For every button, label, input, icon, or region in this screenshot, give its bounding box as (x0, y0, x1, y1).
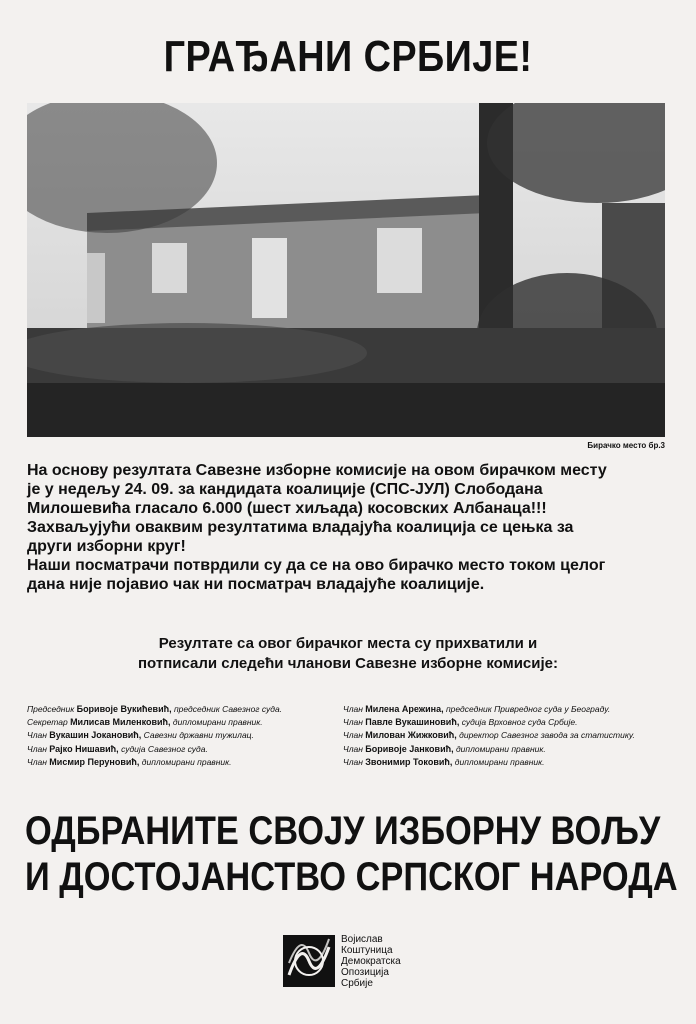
slogan-line: И ДОСТОЈАНСТВО СРПСКОГ НАРОДА (25, 855, 678, 899)
logo-line: Опозиција (341, 967, 389, 978)
body-line: Милошевића гласало 6.000 (шест хиљада) косовских Албанаца!!! (27, 500, 547, 517)
dos-logo-icon (283, 935, 335, 987)
member-entry: Члан Вукашин Јокановић, Савезни државни тужилац. (27, 730, 254, 741)
polling-station-photo (27, 103, 665, 437)
logo-line: Србије (341, 978, 373, 989)
body-line: други изборни круг! (27, 538, 186, 555)
photo-caption: Бирачко место бр.3 (587, 441, 665, 450)
member-entry: Члан Милена Арежина, председник Привредног суда у Београду. (343, 704, 611, 714)
closing-slogan (25, 808, 678, 900)
body-line: Наши посматрачи потврдили су да се на ово бирачко место током целог (27, 557, 606, 574)
slogan-line: ОДБРАНИТЕ СВОЈУ ИЗБОРНУ ВОЉУ (25, 809, 661, 853)
members-list-right (343, 703, 635, 769)
logo-line: Војислав (341, 934, 383, 945)
member-entry: Члан Звонимир Токовић, дипломирани правник. (343, 756, 545, 767)
member-entry: Председник Боривоје Вукићевић, председник Савезног суда. (27, 704, 283, 714)
member-entry: Секретар Милисав Миленковић, дипломирани правник. (27, 717, 263, 728)
logo-line: Коштуница (341, 945, 393, 956)
body-line: На основу резултата Савезне изборне комисије на овом бирачком месту (27, 462, 607, 479)
body-line: дана није појавио чак ни посматрач владајуће коалиције. (27, 576, 485, 593)
body-line: је у недељу 24. 09. за кандидата коалиције (СПС-ЈУЛ) Слободана (27, 481, 543, 498)
member-entry: Члан Боривоје Јанковић, дипломирани правник. (343, 743, 546, 754)
member-entry: Члан Милован Жижковић, директор Савезног завода за статистику. (343, 730, 635, 741)
member-entry: Члан Рајко Нишавић, судија Савезног суда. (27, 743, 208, 754)
member-entry: Члан Мисмир Перуновић, дипломирани правник. (27, 756, 232, 767)
intro-line: Резултате са овог бирачког места су прихватили и (158, 635, 538, 652)
logo-wordmark (341, 934, 401, 989)
logo-line: Демократска (341, 956, 401, 967)
body-paragraph (27, 461, 667, 594)
intro-line: потписали следећи чланови Савезне изборне комисије: (138, 655, 558, 672)
member-entry: Члан Павле Вукашиновић, судија Врховног суда Србије. (343, 717, 578, 728)
body-line: Захваљујући оваквим резултатима владајућа коалиција се цењка за (27, 519, 574, 536)
poster-headline: ГРАЂАНИ СРБИЈЕ! (163, 32, 533, 81)
members-list-left (27, 703, 282, 769)
commission-intro (0, 634, 696, 674)
